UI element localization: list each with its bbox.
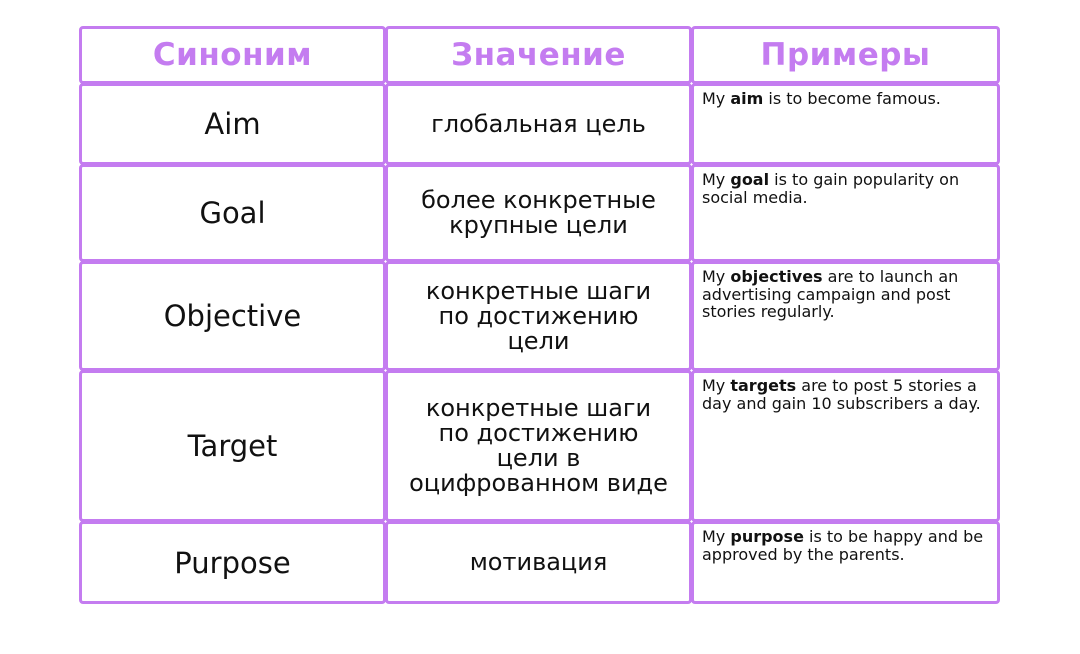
example-after: are to post 5 stories a day and gain 10 subscribers a day. bbox=[702, 376, 981, 413]
meaning-text: более конкретные крупные цели bbox=[421, 186, 656, 239]
header-examples: Примеры bbox=[691, 26, 1000, 84]
example-keyword: objectives bbox=[730, 267, 823, 286]
meaning-text: мотивация bbox=[469, 548, 608, 576]
meaning-cell bbox=[385, 83, 692, 165]
meaning-cell bbox=[385, 521, 692, 604]
meaning-cell bbox=[385, 261, 692, 371]
synonym-cell: Goal bbox=[79, 164, 386, 262]
example-keyword: targets bbox=[730, 376, 797, 395]
synonym-cell: Purpose bbox=[79, 521, 386, 604]
example-cell bbox=[691, 261, 1000, 371]
example-before: My bbox=[702, 527, 731, 546]
example-before: My bbox=[702, 267, 731, 286]
synonyms-table bbox=[80, 27, 1000, 604]
synonym-cell: Target bbox=[79, 370, 386, 522]
synonym-cell: Aim bbox=[79, 83, 386, 165]
example-cell bbox=[691, 521, 1000, 604]
example-keyword: aim bbox=[730, 89, 764, 108]
example-before: My bbox=[702, 89, 731, 108]
meaning-cell bbox=[385, 164, 692, 262]
example-after: is to become famous. bbox=[763, 89, 941, 108]
example-after: is to gain popularity on social media. bbox=[702, 170, 960, 207]
example-keyword: goal bbox=[730, 170, 770, 189]
example-after: is to be happy and be approved by the parents. bbox=[702, 527, 984, 564]
meaning-text: конкретные шаги по достижению цели в оцифрованном виде bbox=[409, 394, 668, 497]
example-before: My bbox=[702, 170, 731, 189]
header-meaning: Значение bbox=[385, 26, 692, 84]
example-cell bbox=[691, 164, 1000, 262]
example-after: are to launch an advertising campaign and post stories regularly. bbox=[702, 267, 959, 321]
meaning-cell bbox=[385, 370, 692, 522]
meaning-text: конкретные шаги по достижению цели bbox=[425, 276, 652, 355]
example-cell bbox=[691, 370, 1000, 522]
example-before: My bbox=[702, 376, 731, 395]
example-cell bbox=[691, 83, 1000, 165]
synonym-cell: Objective bbox=[79, 261, 386, 371]
example-keyword: purpose bbox=[730, 527, 804, 546]
header-synonym: Синоним bbox=[79, 26, 386, 84]
meaning-text: глобальная цель bbox=[431, 109, 646, 138]
